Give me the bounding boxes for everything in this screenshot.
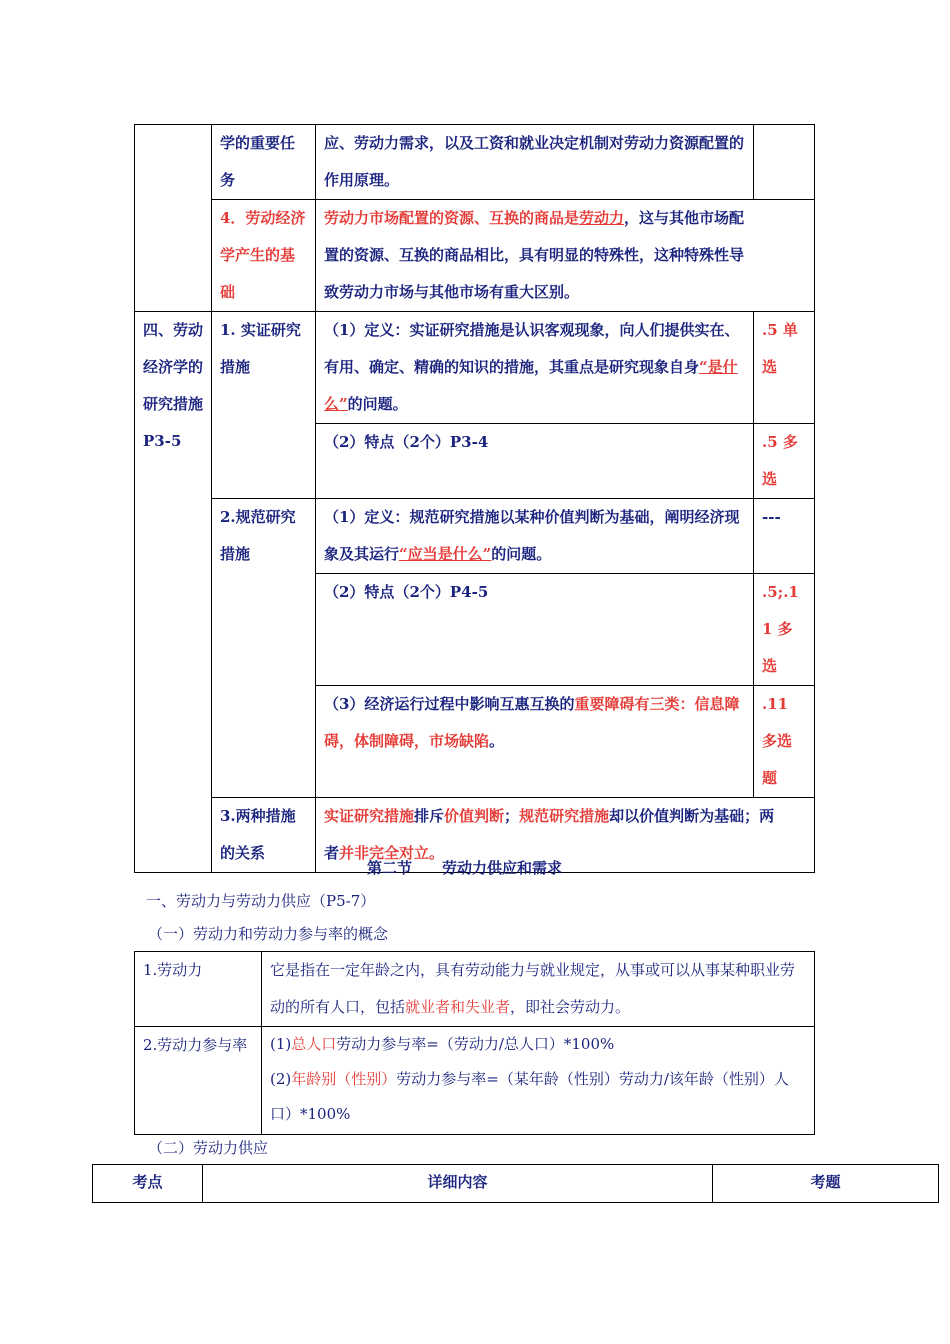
column-header: 详细内容 (203, 1165, 713, 1203)
table-cell: （2）特点（2个）P4-5 (316, 574, 754, 686)
cell-text: ，这与其他市场配置的资源、互换的商品相比，具有明显的特殊性，这种特殊性导致劳动力市场与其他市场有重大区别。 (324, 209, 745, 301)
cell-text: 规范研究措施 (519, 807, 610, 825)
table-cell: 4．劳动经济学产生的基础 (212, 200, 316, 312)
heading-supply: （二）劳动力供应 (148, 1139, 269, 1157)
exam-tag: .5 单选 (754, 312, 815, 424)
table-row (135, 499, 815, 574)
table-cell: 2.规范研究措施 (212, 499, 316, 798)
cell-text: （1）定义：规范研究措施以某种价值判断为基础，阐明经济现象及其运行 (324, 508, 740, 563)
table-cell: 四、劳动经济学的研究措施P3-5 (135, 312, 212, 873)
cell-text: 总人口 (291, 1035, 337, 1053)
table-cell (316, 200, 815, 312)
cell-text: 劳动力市场配置的资源、互换的商品是 (324, 209, 580, 227)
table-header-row (93, 1165, 939, 1203)
formula-line (270, 1062, 806, 1132)
column-header: 考点 (93, 1165, 203, 1203)
cell-text: （3）经济运行过程中影响互惠互换的 (324, 695, 575, 713)
table-cell (316, 125, 754, 200)
table-row (135, 952, 815, 1027)
table-cell (316, 499, 754, 574)
cell-text: 劳动力参与率=（劳动力/总人口）*100% (336, 1035, 615, 1053)
table-cell (754, 125, 815, 200)
table-cell (262, 1027, 815, 1135)
cell-text: ； (504, 807, 520, 825)
cell-text: 应、劳动力需求，以及工资和就业决定机制对劳动力资源配置的作用原理。 (324, 134, 745, 189)
table-cell: 学的重要任务 (212, 125, 316, 200)
cell-text: 年龄别（性别） (291, 1070, 397, 1088)
table-cell: 3.两种措施的关系 (212, 798, 316, 873)
table-cell: 2.劳动力参与率 (135, 1027, 262, 1135)
table-cell (316, 312, 754, 424)
cell-text: 实证研究措施 (324, 807, 415, 825)
table-row (135, 312, 815, 424)
table-cell (135, 125, 212, 312)
cell-text: 的问题。 (491, 545, 552, 563)
exam-tag: .5 多选 (754, 424, 815, 499)
cell-text: 。 (489, 732, 505, 750)
cell-text: 排斥 (414, 807, 445, 825)
cell-text: “应当是什么” (399, 545, 492, 563)
cell-text: ，即社会劳动力。 (510, 998, 631, 1016)
heading-labor-supply: 一、劳动力与劳动力供应（P5-7） (146, 892, 376, 910)
table-cell (262, 952, 815, 1027)
cell-text: 并非完全对立。 (339, 844, 445, 862)
table-cell: 1.劳动力 (135, 952, 262, 1027)
cell-text: 的问题。 (347, 395, 408, 413)
cell-text: “是什么” (324, 358, 738, 413)
exam-tag: .5;.11 多选 (754, 574, 815, 686)
cell-text: （1）定义：实证研究措施是认识客观现象，向人们提供实在、有用、确定、精确的知识的措施，其重点是研究现象自身 (324, 321, 740, 376)
cell-text: 它是指在一定年龄之内，具有劳动能力与就业规定，从事或可以从事某种职业劳动的所有人口，包括 (270, 961, 796, 1016)
cell-text: 劳动力 (579, 209, 625, 227)
exam-tag: .11 多选题 (754, 686, 815, 798)
heading-concepts: （一）劳动力和劳动力参与率的概念 (148, 925, 389, 943)
table-row (135, 125, 815, 200)
table-cell: （2）特点（2个）P3-4 (316, 424, 754, 499)
table-cell: 1. 实证研究措施 (212, 312, 316, 499)
cell-text: 重要障碍有三类：信息障碍，体制障碍，市场缺陷 (324, 695, 740, 750)
formula-line (270, 1027, 806, 1062)
concepts-table (134, 951, 815, 1135)
cell-text: 就业者和失业者 (405, 998, 511, 1016)
column-header: 考题 (713, 1165, 939, 1203)
cell-text: (1) (270, 1035, 292, 1053)
section-title: 第二节 劳动力供应和需求 (367, 859, 563, 877)
research-methods-table (134, 124, 815, 873)
table-cell (316, 686, 754, 798)
exam-tag: --- (754, 499, 815, 574)
cell-text: 劳动力参与率=（某年龄（性别）劳动力/该年龄（性别）人口）*100% (270, 1070, 789, 1123)
cell-text: (2) (270, 1070, 292, 1088)
supply-table (92, 1164, 939, 1203)
cell-text: 却以价值判断为基础；两者 (324, 807, 775, 862)
cell-text: 价值判断 (444, 807, 505, 825)
table-row (135, 200, 815, 312)
table-row (135, 1027, 815, 1135)
